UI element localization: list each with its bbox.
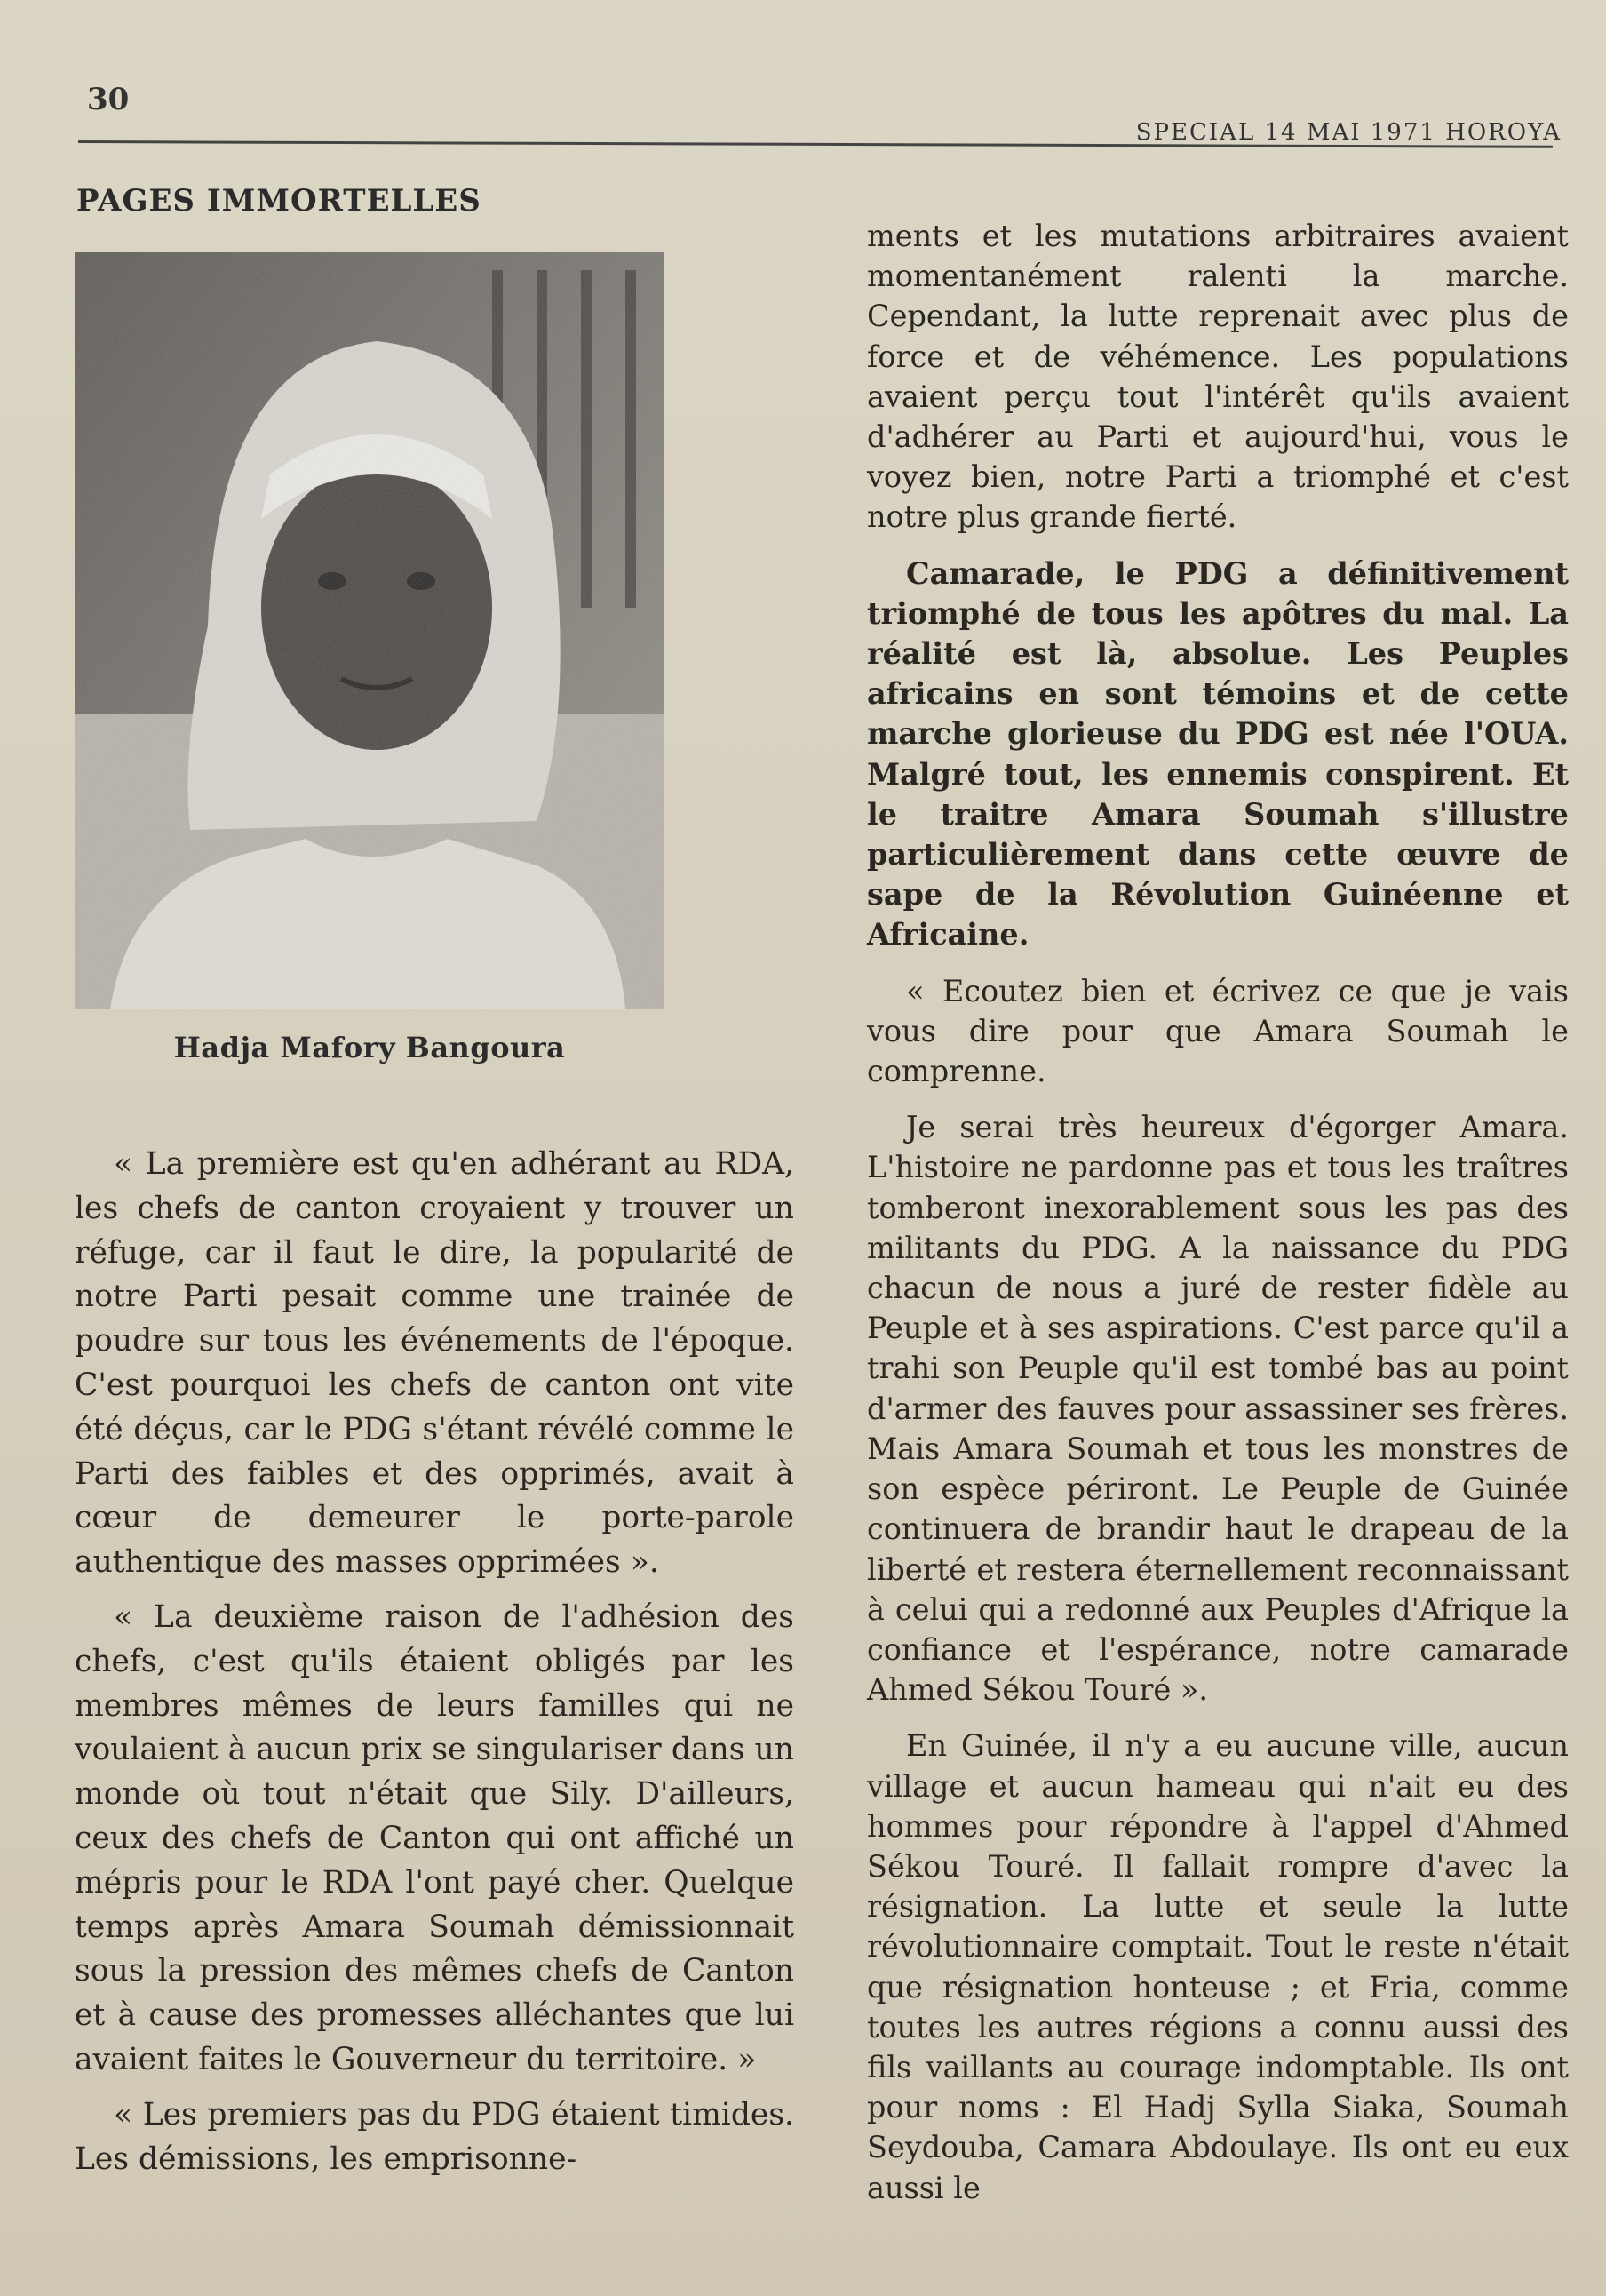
right-paragraph-4: Je serai très heureux d'égorger Amara. L'histoire ne pardonne pas et tous les traîtres tomberont inexorablement sous les pas des militants du PDG. A la naissance du PDG chacun de nous a juré de rester fidèle au Peuple et à ses aspirations. C'est parce qu'il a trahi son Peuple qu'il est tombé bas au point d'armer des fauves pour assassiner ses frères. Mais Amara Soumah et tous les monstres de son espèce périront. Le Peuple de Guinée continuera de brandir haut le drapeau de la liberté et restera éternellement reconnaissant à celui qui a redonné aux Peuples d'Afrique la confiance et l'espérance, notre camarade Ahmed Sékou Touré ». [867,1110,1569,1708]
right-paragraph-5: En Guinée, il n'y a eu aucune ville, aucun village et aucun hameau qui n'ait eu des hommes pour répondre à l'appel d'Ahmed Sékou Touré. Il fallait rompre d'avec la résignation. La lutte et seule la lutte révolutionnaire comptait. Tout le reste n'était que résignation honteuse ; et Fria, comme toutes les autres régions a connu aussi des fils vaillants au courage indomptable. Ils ont pour noms : El Hadj Sylla Siaka, Soumah Seydouba, Camara Abdoulaye. Ils ont eu eux aussi le [867,1728,1569,2205]
photo-caption: Hadja Mafory Bangoura [173,1031,566,1064]
portrait-illustration [75,252,664,1009]
section-title: PAGES IMMORTELLES [76,183,481,219]
left-paragraph-3: « Les premiers pas du PDG étaient timides. Les démissions, les emprisonne- [75,2096,794,2177]
right-paragraph-1: ments et les mutations arbitraires avaient momentanément ralenti la marche. Cependant, la lutte reprenait avec plus de force et de véhémence. Les populations avaient perçu tout l'intérêt qu'ils avaient d'adhérer au Parti et aujourd'hui, vous le voyez bien, notre Parti a triomphé et c'est notre plus grande fierté. [867,219,1569,535]
left-column [75,1143,794,2192]
page-number: 30 [87,82,130,117]
left-paragraph-1: « La première est qu'en adhérant au RDA, les chefs de canton croyaient y trouver un réfuge, car il faut le dire, la popularité de notre Parti pesait comme une trainée de poudre sur tous les événements de l'époque. C'est pourquoi les chefs de canton ont vite été déçus, car le PDG s'étant révélé comme le Parti des faibles et des opprimés, avait à cœur de demeurer le porte-parole authentique des masses opprimées ». [75,1146,794,1581]
edition-header: SPECIAL 14 MAI 1971 HOROYA [1135,119,1562,146]
left-paragraph-2: « La deuxième raison de l'adhésion des chefs, c'est qu'ils étaient obligés par les membres mêmes de leurs familles qui ne voulaient à aucun prix se singulariser dans un monde où tout n'était que Sily. D'ailleurs, ceux des chefs de Canton qui ont affiché un mépris pour le RDA l'ont payé cher. Quelque temps après Amara Soumah démissionnait sous la pression des mêmes chefs de Canton et à cause des promesses alléchantes que lui avaient faites le Gouverneur du territoire. » [75,1598,794,2077]
right-column [867,216,1569,2224]
portrait-photo [75,252,664,1009]
right-paragraph-3: « Ecoutez bien et écrivez ce que je vais vous dire pour que Amara Soumah le comprenne. [867,973,1569,1089]
right-paragraph-2-bold: Camarade, le PDG a définitivement triomphé de tous les apôtres du mal. La réalité est là, absolue. Les Peuples africains en sont témoins et de cette marche glorieuse du PDG est née l'OUA. Malgré tout, les ennemis conspirent. Et le traitre Amara Soumah s'illustre particulièrement dans cette œuvre de sape de la Révolution Guinéenne et Africaine. [867,555,1569,953]
